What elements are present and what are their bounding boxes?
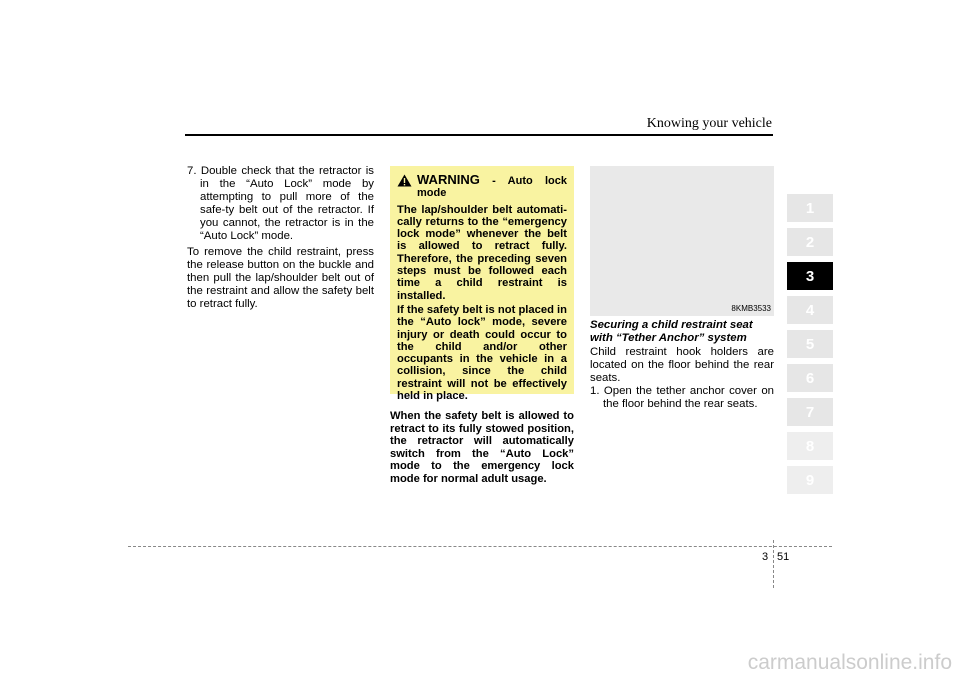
footer-divider bbox=[773, 540, 774, 588]
chapter-tab-8[interactable]: 8 bbox=[787, 432, 833, 460]
step-1: 1. Open the tether anchor cover on the floor behind the rear seats. bbox=[590, 385, 774, 410]
watermark: carmanualsonline.info bbox=[747, 651, 952, 674]
auto-lock-note: When the safety belt is allowed to retract to its fully stowed position, the retractor will automatically switch from the “Auto Lock” mode to the emergency lock mode for normal adult usage. bbox=[390, 410, 574, 485]
footer-rule bbox=[128, 546, 832, 547]
image-code: 8KMB3533 bbox=[731, 304, 771, 313]
step-7: 7. Double check that the retractor is in the “Auto Lock” mode by attempting to pull more of the safe-ty belt out of the retractor. If you cannot, the retractor is in the “Auto Lock” mode. bbox=[187, 165, 374, 242]
chapter-tab-3[interactable]: 3 bbox=[787, 262, 833, 290]
page-chapter-number: 3 bbox=[762, 551, 769, 563]
column-1 bbox=[187, 165, 374, 314]
chapter-tab-7[interactable]: 7 bbox=[787, 398, 833, 426]
warning-triangle-icon bbox=[397, 174, 412, 187]
chapter-tab-4[interactable]: 4 bbox=[787, 296, 833, 324]
remove-restraint-paragraph: To remove the child restraint, press the release button on the buckle and then pull the lap/shoulder belt out of the restraint and allow the safety belt to retract fully. bbox=[187, 246, 374, 310]
warning-paragraph-1: The lap/shoulder belt automati-cally returns to the “emergency lock mode” whenever the belt is allowed to retract fully. Therefore, the preceding seven steps must be followed each time a child restraint is installed. bbox=[397, 203, 567, 302]
chapter-tab-2[interactable]: 2 bbox=[787, 228, 833, 256]
hook-holders-paragraph: Child restraint hook holders are located on the floor behind the rear seats. bbox=[590, 346, 774, 384]
page-number: 51 bbox=[777, 551, 790, 563]
chapter-tab-5[interactable]: 5 bbox=[787, 330, 833, 358]
column-3 bbox=[590, 346, 774, 411]
illustration-placeholder bbox=[590, 166, 774, 316]
chapter-tab-1[interactable]: 1 bbox=[787, 194, 833, 222]
warning-heading bbox=[397, 174, 567, 200]
chapter-tabs bbox=[787, 194, 833, 500]
warning-box bbox=[390, 166, 574, 403]
warning-paragraph-2: If the safety belt is not placed in the “Auto lock” mode, severe injury or death could occur to the child and/or other occupants in the vehicle in a collision, since the child restraint will not be effectively held in place. bbox=[397, 303, 567, 403]
chapter-tab-6[interactable]: 6 bbox=[787, 364, 833, 392]
section-title: Securing a child restraint seat with “Tether Anchor” system bbox=[590, 319, 753, 344]
warning-subtitle: - Auto lock mode bbox=[417, 175, 567, 200]
chapter-tab-9[interactable]: 9 bbox=[787, 466, 833, 494]
warning-word: WARNING bbox=[417, 172, 480, 187]
header-rule bbox=[185, 134, 773, 136]
running-header: Knowing your vehicle bbox=[646, 116, 772, 131]
